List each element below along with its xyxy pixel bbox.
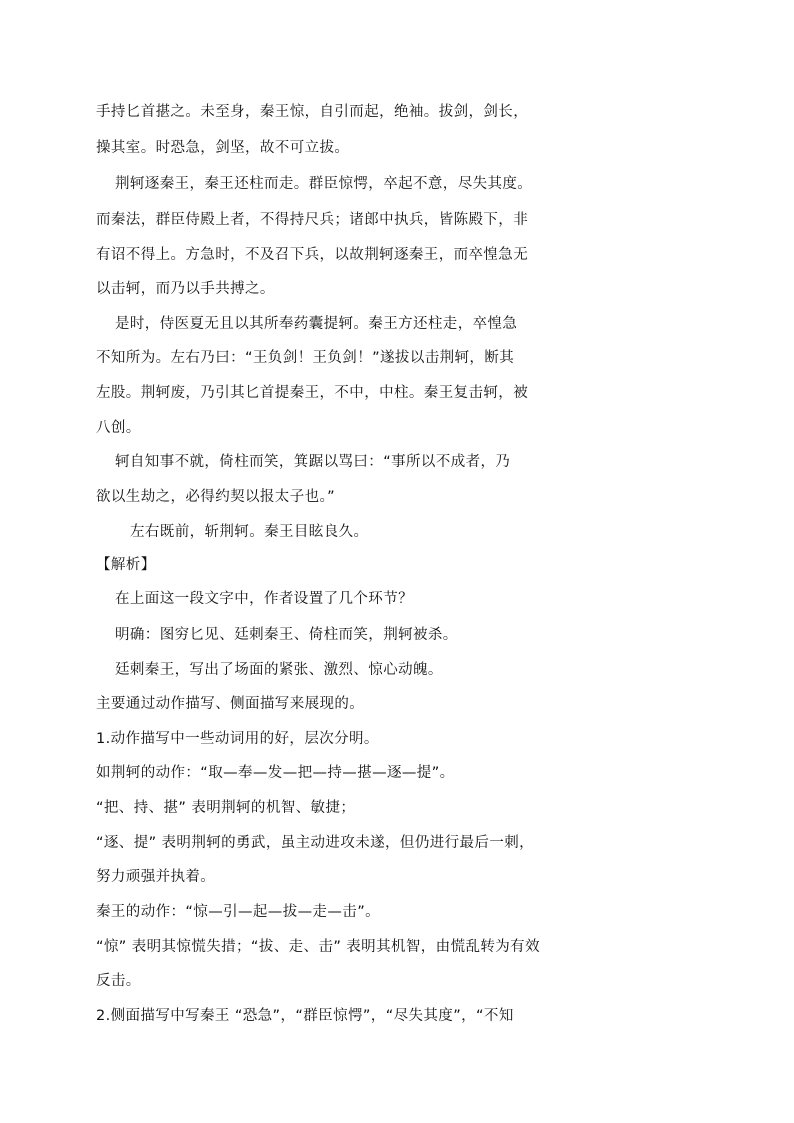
text-line: 八创。 [96, 420, 141, 436]
text-line: 如荆轲的动作：“取—奉—发—把—持—揕—逐—提”。 [96, 765, 455, 781]
text-line: 是时，侍医夏无且以其所奉药囊提轲。秦王方还柱走，卒惶急 [115, 316, 518, 332]
text-line: 明确：图穷匕见、廷刺秦王、倚柱而笑，荆轲被杀。 [115, 627, 458, 643]
text-line: 努力顽强并执着。 [96, 869, 216, 885]
text-line: 而秦法，群臣侍殿上者，不得持尺兵；诸郎中执兵，皆陈殿下，非 [96, 212, 529, 228]
text-line: 轲自知事不就，倚柱而笑，箕踞以骂曰：“事所以不成者，乃 [115, 454, 511, 470]
text-line: 有诏不得上。方急时，不及召下兵，以故荆轲逐秦王，而卒惶急无 [96, 247, 529, 263]
section-heading: 【解析】 [96, 557, 156, 573]
text-line: 秦王的动作：“惊—引—起—拔—走—击”。 [96, 904, 381, 920]
text-line: 荆轲逐秦王，秦王还柱而走。群臣惊愕，卒起不意，尽失其度。 [115, 176, 533, 192]
text-line: “惊” 表明其惊慌失措；“拔、走、击” 表明其机智，由慌乱转为有效 [96, 939, 540, 955]
text-line: “逐、提” 表明荆轲的勇武，虽主动进攻未遂，但仍进行最后一刺， [96, 835, 535, 851]
text-line: 左右既前，斩荆轲。秦王目眩良久。 [130, 524, 369, 540]
text-line: 左股。荆轲废，乃引其匕首提秦王，不中，中柱。秦王复击轲，被 [96, 385, 529, 401]
text-line: “把、持、揕” 表明荆轲的机智、敏捷； [96, 800, 356, 816]
text-line: 欲以生劫之，必得约契以报太子也。” [96, 489, 336, 505]
text-line: 以击轲，而乃以手共搏之。 [96, 281, 275, 297]
text-line: 1.动作描写中一些动词用的好，层次分明。 [96, 731, 379, 747]
text-line: 主要通过动作描写、侧面描写来展现的。 [96, 696, 365, 712]
text-line: 不知所为。左右乃曰：“王负剑！王负剑！”遂拔以击荆轲，断其 [96, 350, 515, 366]
text-line: 在上面这一段文字中，作者设置了几个环节？ [115, 591, 413, 607]
text-line: 操其室。时恐急，剑坚，故不可立拔。 [96, 140, 350, 156]
text-line: 廷刺秦王，写出了场面的紧张、激烈、惊心动魄。 [115, 662, 443, 678]
text-line: 2.侧面描写中写秦王 “恐急”，“群臣惊愕”，“尽失其度”，“不知 [96, 1008, 514, 1024]
text-line: 反击。 [96, 973, 141, 989]
text-line: 手持匕首揕之。未至身，秦王惊，自引而起，绝袖。拔剑，剑长， [96, 104, 529, 120]
